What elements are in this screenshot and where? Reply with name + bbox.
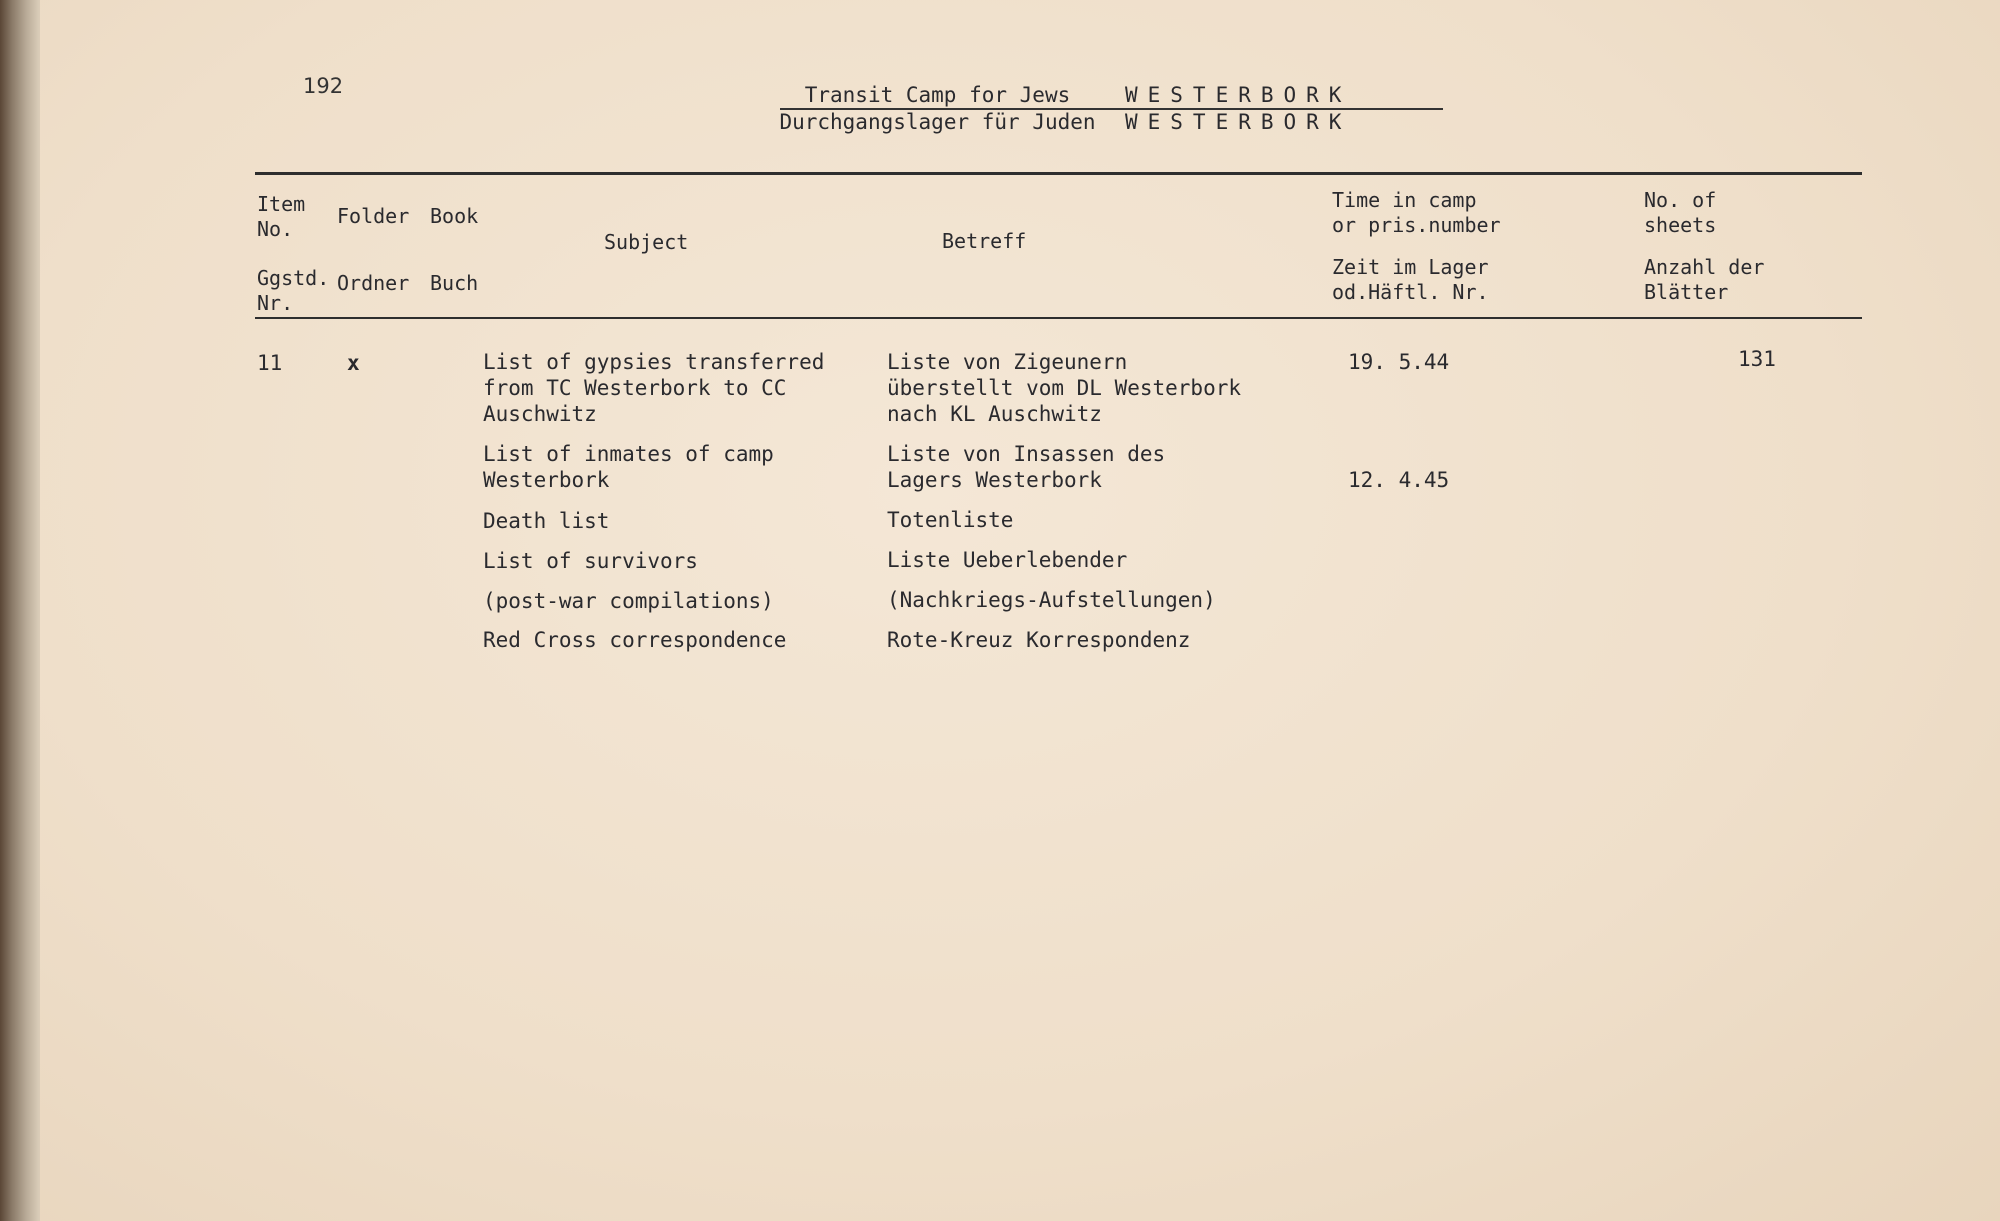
table-row-subject: (post-war compilations) bbox=[483, 589, 774, 613]
table-row-betreff: Liste von Insassen des Lagers Westerbork bbox=[887, 442, 1166, 492]
title-place-german: WESTERBORK bbox=[1125, 110, 1352, 134]
title-english: Transit Camp for Jews bbox=[804, 83, 1071, 107]
page-number: 192 bbox=[303, 74, 344, 98]
header-subject: Subject bbox=[604, 230, 689, 254]
table-row-betreff: Totenliste bbox=[887, 508, 1014, 532]
header-book-de: Buch bbox=[430, 271, 479, 295]
header-time-de: Zeit im Lager od.Häftl. Nr. bbox=[1332, 255, 1489, 304]
table-row-betreff: Rote-Kreuz Korrespondenz bbox=[887, 628, 1191, 652]
entry-sheets: 131 bbox=[1738, 347, 1776, 371]
entry-folder-mark: x bbox=[347, 351, 360, 375]
table-row-subject: List of inmates of camp Westerbork bbox=[483, 442, 774, 492]
header-bottom-rule bbox=[255, 317, 1862, 319]
header-sheets-en: No. of sheets bbox=[1644, 188, 1717, 237]
header-top-rule bbox=[255, 172, 1862, 175]
table-row-subject: List of survivors bbox=[483, 549, 698, 573]
header-time-en: Time in camp or pris.number bbox=[1332, 188, 1501, 237]
table-row-subject: Death list bbox=[483, 509, 610, 533]
table-row-betreff: (Nachkriegs-Aufstellungen) bbox=[887, 588, 1216, 612]
table-row-betreff: Liste von Zigeunern überstellt vom DL Westerbork nach KL Auschwitz bbox=[887, 350, 1242, 426]
header-sheets-de: Anzahl der Blätter bbox=[1644, 255, 1765, 304]
title-german-row bbox=[750, 109, 1450, 136]
header-item-no-de: Ggstd. Nr. bbox=[257, 266, 330, 315]
header-folder-en: Folder bbox=[337, 204, 410, 228]
title-place-english: WESTERBORK bbox=[1125, 83, 1352, 107]
entry-item-no: 11 bbox=[257, 351, 283, 375]
title-underline bbox=[780, 108, 1443, 110]
title-english-row bbox=[750, 82, 1450, 109]
table-row-betreff: Liste Ueberlebender bbox=[887, 548, 1128, 572]
table-row-time: 19. 5.44 bbox=[1348, 350, 1450, 374]
table-row-subject: List of gypsies transferred from TC Westerbork to CC Auschwitz bbox=[483, 350, 825, 426]
table-row-time: 12. 4.45 bbox=[1348, 468, 1450, 492]
document-page bbox=[40, 0, 2000, 1221]
table-row-subject: Red Cross correspondence bbox=[483, 628, 787, 652]
title-german: Durchgangslager für Juden bbox=[779, 110, 1096, 134]
header-item-no-en: Item No. bbox=[257, 192, 306, 241]
header-betreff: Betreff bbox=[942, 229, 1027, 253]
header-book-en: Book bbox=[430, 204, 479, 228]
header-folder-de: Ordner bbox=[337, 271, 410, 295]
